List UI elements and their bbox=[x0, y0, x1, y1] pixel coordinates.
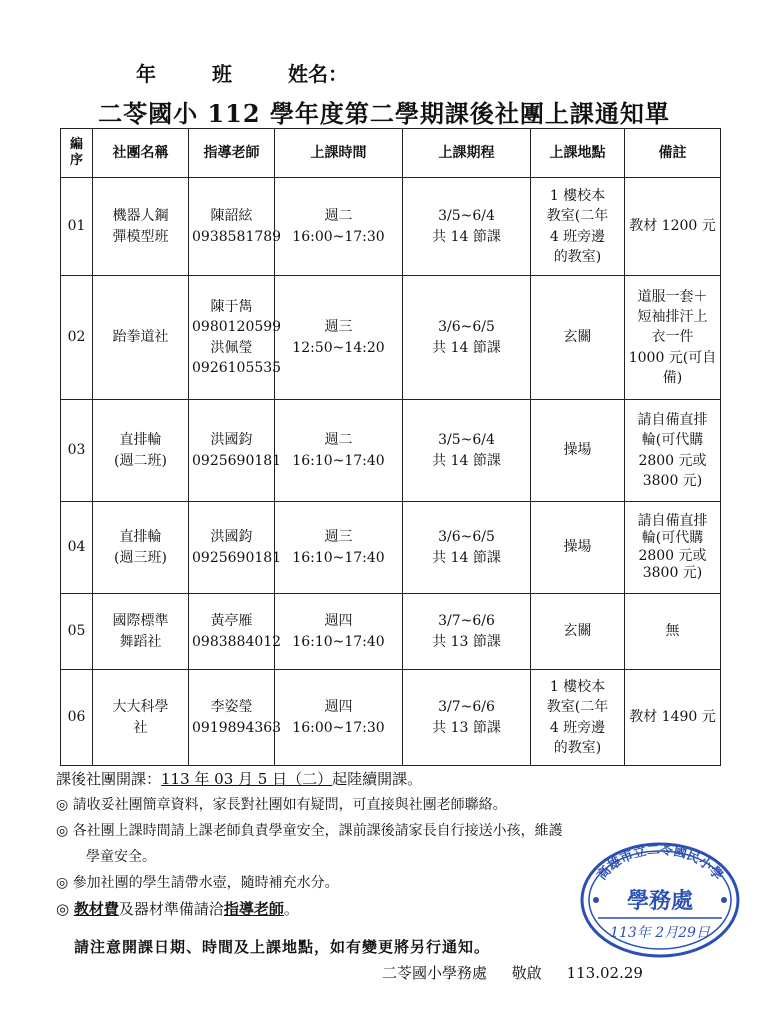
cell-location: 1 樓校本 教室(二年 4 班旁邊 的教室) bbox=[531, 178, 625, 276]
cell-teacher: 洪國鈞 0925690181 bbox=[189, 400, 275, 502]
cell-period: 3/5~6/4 共 14 節課 bbox=[403, 178, 531, 276]
note-item bbox=[56, 792, 716, 818]
closing-notice: 請注意開課日期、時間及上課地點，如有變更將另行通知。 bbox=[74, 938, 491, 956]
cell-time: 週四 16:00~17:30 bbox=[275, 670, 403, 766]
document-title: 二苓國小 112 學年度第二學期課後社團上課通知單 bbox=[98, 99, 670, 128]
table-row bbox=[61, 400, 721, 502]
cell-teacher: 黃亭雁 0983884012 bbox=[189, 594, 275, 670]
table-row bbox=[61, 502, 721, 594]
grade-label: 年 bbox=[136, 62, 156, 86]
bullet-icon: ◎ bbox=[56, 875, 69, 891]
club-schedule-table bbox=[60, 128, 721, 766]
start-date-note bbox=[56, 766, 716, 792]
cell-time: 週二 16:00~17:30 bbox=[275, 178, 403, 276]
cell-no: 05 bbox=[61, 594, 93, 670]
svg-text:高雄市立二苓國民小學 bbox=[594, 842, 726, 883]
table-row bbox=[61, 594, 721, 670]
stamp-ring-text: 高雄市立二苓國民小學 bbox=[594, 842, 726, 884]
cell-location: 玄關 bbox=[531, 594, 625, 670]
cell-teacher: 陳韶絃 0938581789 bbox=[189, 178, 275, 276]
cell-teacher: 陳于雋 0980120599 洪佩瑩 0926105535 bbox=[189, 276, 275, 400]
cell-remark: 道服一套＋ 短袖排汗上 衣一件 1000 元(可自 備) bbox=[625, 276, 721, 400]
col-header-no: 編 序 bbox=[61, 129, 93, 178]
cell-club: 直排輪 (週二班) bbox=[93, 400, 189, 502]
cell-period: 3/6~6/5 共 14 節課 bbox=[403, 276, 531, 400]
stamp-center-text: 學務處 bbox=[626, 889, 694, 914]
cell-remark: 教材 1200 元 bbox=[625, 178, 721, 276]
cell-no: 03 bbox=[61, 400, 93, 502]
cell-club: 跆拳道社 bbox=[93, 276, 189, 400]
start-date: 113 年 03 月 5 日（二） bbox=[161, 770, 333, 788]
cell-time: 週三 16:10~17:40 bbox=[275, 502, 403, 594]
cell-period: 3/7~6/6 共 13 節課 bbox=[403, 594, 531, 670]
student-info-line bbox=[0, 58, 768, 90]
cell-club: 機器人鋼 彈模型班 bbox=[93, 178, 189, 276]
col-header-teacher: 指導老師 bbox=[189, 129, 275, 178]
cell-club: 直排輪 (週三班) bbox=[93, 502, 189, 594]
bullet-icon: ◎ bbox=[56, 797, 69, 813]
cell-time: 週三 12:50~14:20 bbox=[275, 276, 403, 400]
cell-teacher: 洪國鈞 0925690181 bbox=[189, 502, 275, 594]
cell-location: 操場 bbox=[531, 400, 625, 502]
instructor-text: 指導老師 bbox=[223, 900, 284, 918]
bullet-icon: ◎ bbox=[56, 823, 69, 839]
table-header-row bbox=[61, 129, 721, 178]
cell-period: 3/7~6/6 共 13 節課 bbox=[403, 670, 531, 766]
signature-date: 113.02.29 bbox=[566, 964, 643, 982]
name-label: 姓名： bbox=[288, 62, 348, 86]
table-row bbox=[61, 276, 721, 400]
cell-location: 操場 bbox=[531, 502, 625, 594]
col-header-location: 上課地點 bbox=[531, 129, 625, 178]
cell-club: 國際標準 舞蹈社 bbox=[93, 594, 189, 670]
cell-remark: 無 bbox=[625, 594, 721, 670]
table-row bbox=[61, 670, 721, 766]
cell-location: 玄關 bbox=[531, 276, 625, 400]
start-suffix: 起陸續開課。 bbox=[332, 770, 423, 788]
cell-club: 大大科學 社 bbox=[93, 670, 189, 766]
col-header-remark: 備註 bbox=[625, 129, 721, 178]
start-prefix: 課後社團開課： bbox=[56, 770, 162, 788]
cell-remark: 請自備直排 輪(可代購 2800 元或 3800 元) bbox=[625, 502, 721, 594]
note-text-continued: 學童安全。 bbox=[86, 849, 156, 865]
cell-time: 週四 16:10~17:40 bbox=[275, 594, 403, 670]
signature-org: 二苓國小學務處 bbox=[382, 964, 488, 982]
note-text: 。 bbox=[283, 900, 299, 918]
note-text: 各社團上課時間請上課老師負責學童安全，課前課後請家長自行接送小孩，維護 bbox=[72, 823, 563, 839]
cell-period: 3/6~6/5 共 14 節課 bbox=[403, 502, 531, 594]
note-text: 參加社團的學生請帶水壺，隨時補充水分。 bbox=[72, 875, 339, 891]
signature-line bbox=[382, 962, 663, 983]
signature-respect: 敬啟 bbox=[511, 964, 542, 982]
note-text: 及器材準備請洽 bbox=[118, 900, 224, 918]
col-header-period: 上課期程 bbox=[403, 129, 531, 178]
cell-remark: 請自備直排 輪(可代購 2800 元或 3800 元) bbox=[625, 400, 721, 502]
materials-fee-text: 教材費 bbox=[73, 900, 119, 918]
cell-no: 06 bbox=[61, 670, 93, 766]
note-text: 請收妥社團簡章資料，家長對社團如有疑問，可直接與社團老師聯絡。 bbox=[72, 797, 507, 813]
cell-teacher: 李姿瑩 0919894363 bbox=[189, 670, 275, 766]
table-row bbox=[61, 178, 721, 276]
col-header-club: 社團名稱 bbox=[93, 129, 189, 178]
cell-time: 週二 16:10~17:40 bbox=[275, 400, 403, 502]
cell-period: 3/5~6/4 共 14 節課 bbox=[403, 400, 531, 502]
stamp-date-text: 113年 2月29日 bbox=[610, 925, 710, 941]
cell-location: 1 樓校本 教室(二年 4 班旁邊 的教室) bbox=[531, 670, 625, 766]
class-label: 班 bbox=[212, 62, 232, 86]
bullet-icon: ◎ bbox=[56, 900, 70, 918]
cell-no: 01 bbox=[61, 178, 93, 276]
office-seal-stamp bbox=[578, 840, 742, 958]
cell-remark: 教材 1490 元 bbox=[625, 670, 721, 766]
cell-no: 04 bbox=[61, 502, 93, 594]
col-header-time: 上課時間 bbox=[275, 129, 403, 178]
cell-no: 02 bbox=[61, 276, 93, 400]
